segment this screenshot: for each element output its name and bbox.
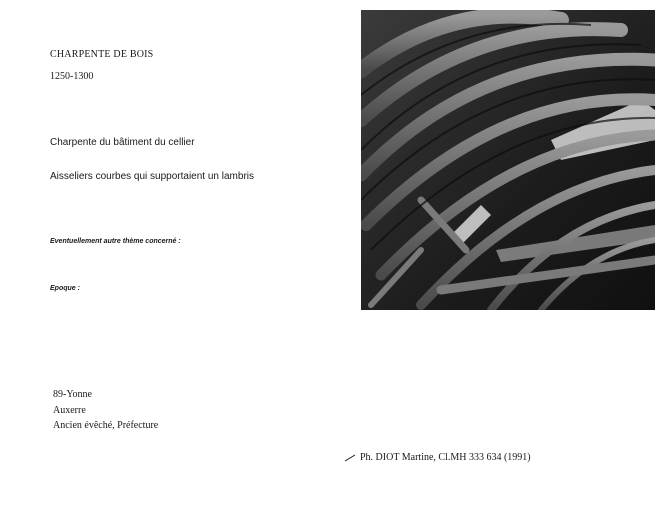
timber-roof-photo bbox=[361, 10, 655, 310]
record-description: Aisseliers courbes qui supportaient un lambris bbox=[50, 171, 254, 182]
photo-credit-line bbox=[344, 452, 531, 463]
record-title: CHARPENTE DE BOIS bbox=[50, 49, 154, 60]
epoque-label: Epoque : bbox=[50, 285, 80, 292]
record-subject: Charpente du bâtiment du cellier bbox=[50, 137, 195, 148]
location-building: Ancien évêché, Préfecture bbox=[53, 420, 159, 431]
location-department: 89-Yonne bbox=[53, 389, 92, 400]
theme-label: Eventuellement autre thème concerné : bbox=[50, 238, 181, 245]
photo-credit: Ph. DIOT Martine, Cl.MH 333 634 (1991) bbox=[360, 452, 531, 463]
timber-roof-photo-icon bbox=[361, 10, 655, 310]
record-period: 1250-1300 bbox=[50, 71, 94, 82]
slash-mark-icon bbox=[344, 454, 356, 462]
location-city: Auxerre bbox=[53, 405, 86, 416]
